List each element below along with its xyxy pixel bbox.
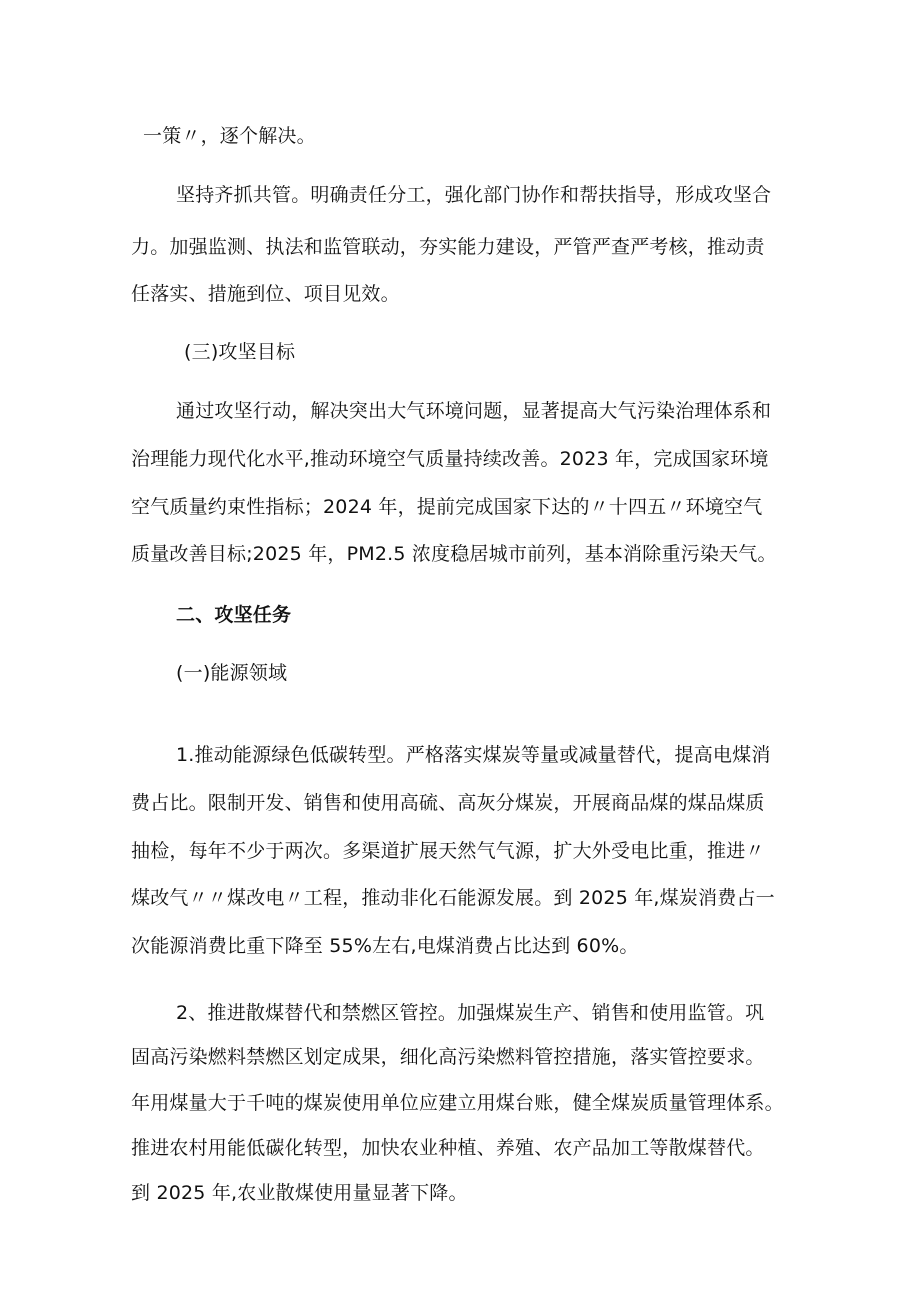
text-line-14: 抽检，每年不少于两次。多渠道扩展天然气气源，扩大外受电比重，推进〃 [131, 840, 765, 862]
text-line-3: 力。加强监测、执法和监管联动，夯实能力建设，严管严查严考核，推动责 [131, 236, 765, 258]
text-line-21: 到 2025 年,农业散煤使用量显著下降。 [131, 1182, 468, 1204]
text-line-7: 治理能力现代化水平,推动环境空气质量持续改善。2023 年，完成国家环境 [131, 448, 769, 470]
text-line-1: 一策〃，逐个解决。 [143, 125, 316, 147]
text-line-16: 次能源消费比重下降至 55%左右,电煤消费占比达到 60%。 [131, 935, 639, 957]
text-line-13: 费占比。限制开发、销售和使用高硫、高灰分煤炭，开展商品煤的煤品煤质 [131, 792, 765, 814]
text-line-6: 通过攻坚行动，解决突出大气环境问题，显著提高大气污染治理体系和 [176, 400, 772, 422]
section-heading-tasks: 二、攻坚任务 [176, 604, 292, 626]
text-line-12: 1.推动能源绿色低碳转型。严格落实煤炭等量或减量替代，提高电煤消 [176, 744, 771, 766]
section-heading-goals: (三)攻坚目标 [184, 341, 296, 363]
text-line-20: 推进农村用能低碳化转型，加快农业种植、养殖、农产品加工等散煤替代。 [131, 1137, 765, 1159]
text-line-15: 煤改气〃〃煤改电〃工程，推动非化石能源发展。到 2025 年,煤炭消费占一 [131, 887, 775, 909]
text-line-9: 质量改善目标;2025 年，PM2.5 浓度稳居城市前列，基本消除重污染天气。 [131, 543, 777, 565]
text-line-17: 2、推进散煤替代和禁燃区管控。加强煤炭生产、销售和使用监管。巩 [176, 1002, 765, 1024]
text-line-18: 固高污染燃料禁燃区划定成果，细化高污染燃料管控措施，落实管控要求。 [131, 1046, 765, 1068]
text-line-2: 坚持齐抓共管。明确责任分工，强化部门协作和帮扶指导，形成攻坚合 [176, 184, 772, 206]
text-line-4: 任落实、措施到位、项目见效。 [131, 283, 400, 305]
subsection-heading-energy: (一)能源领域 [176, 662, 288, 684]
text-line-8: 空气质量约束性指标；2024 年，提前完成国家下达的〃十四五〃环境空气 [131, 496, 763, 518]
text-line-19: 年用煤量大于千吨的煤炭使用单位应建立用煤台账，健全煤炭质量管理体系。 [131, 1092, 784, 1114]
